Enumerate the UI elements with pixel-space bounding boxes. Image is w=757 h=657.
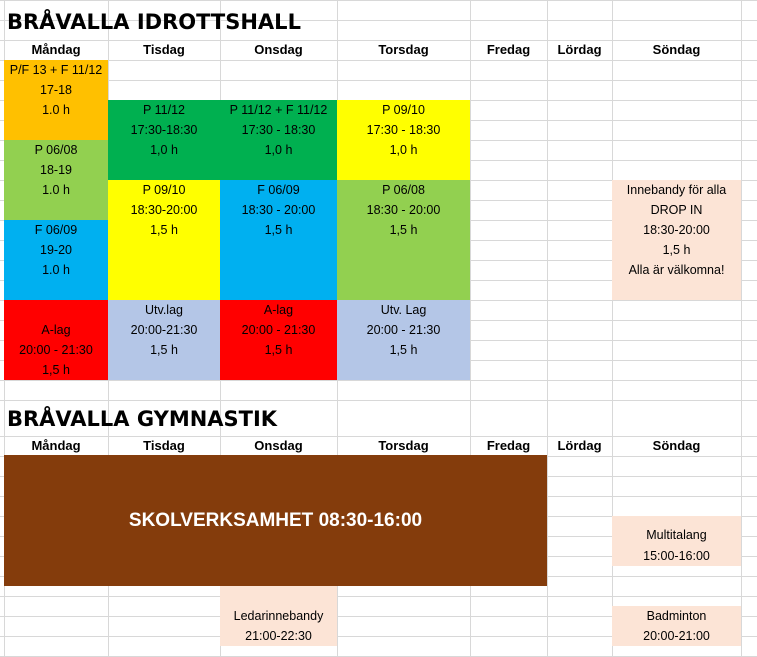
slot-mandag-4[interactable]	[4, 300, 108, 380]
slot-tisdag-2[interactable]	[108, 180, 220, 300]
slot-line: Innebandy för alla	[626, 183, 727, 197]
slot-torsdag-2[interactable]	[337, 180, 470, 300]
slot-line: 1,5 h	[150, 343, 178, 357]
slot-line: F 06/09	[34, 223, 78, 237]
header-onsdag: Onsdag	[254, 438, 303, 453]
header-torsdag: Torsdag	[378, 438, 429, 453]
gridline-horizontal	[0, 596, 757, 597]
slot-line: 17-18	[40, 83, 72, 97]
skolverksamhet-label: SKOLVERKSAMHET 08:30-16:00	[128, 509, 423, 531]
slot-line: 1,5 h	[389, 343, 418, 357]
slot-line: 20:00 - 21:30	[241, 323, 316, 337]
slot-line: 1,5 h	[389, 223, 418, 237]
slot-line: Multitalang	[646, 528, 707, 542]
idrottshall-title: BRÅVALLA IDROTTSHALL	[7, 10, 301, 34]
slot-line: 21:00-22:30	[245, 629, 312, 643]
gridline-vertical	[547, 0, 548, 657]
slot-line: P 11/12	[143, 103, 185, 117]
slot-sondag-1[interactable]	[612, 180, 741, 300]
header-sondag: Söndag	[652, 438, 701, 453]
slot-onsdag-3[interactable]	[220, 300, 337, 380]
slot-multitalang[interactable]	[612, 516, 741, 566]
gridline-horizontal	[0, 380, 757, 381]
slot-ledarinnebandy[interactable]	[220, 586, 337, 646]
slot-line: 17:30 - 18:30	[366, 123, 441, 137]
slot-torsdag-1[interactable]	[337, 100, 470, 180]
slot-mandag-3[interactable]	[4, 220, 108, 300]
gridline-horizontal	[0, 60, 757, 61]
header-lordag: Lördag	[557, 42, 602, 57]
slot-line: 1.0 h	[42, 103, 70, 117]
slot-line: DROP IN	[650, 203, 703, 217]
slot-line: 18:30-20:00	[643, 223, 710, 237]
slot-line: 20:00 - 21:30	[19, 343, 93, 357]
slot-tisdag-3[interactable]	[108, 300, 220, 380]
gridline-horizontal	[0, 0, 757, 1]
slot-line: Utv.lag	[145, 303, 183, 317]
gridline-vertical	[741, 0, 742, 657]
slot-line: 1,5 h	[264, 223, 293, 237]
header-onsdag: Onsdag	[254, 42, 303, 57]
header-fredag: Fredag	[486, 438, 531, 453]
slot-line: P 06/08	[34, 143, 78, 157]
slot-line: P 11/12 + F 11/12	[229, 103, 328, 117]
slot-line: 1,5 h	[42, 363, 70, 377]
slot-mandag-1[interactable]	[4, 60, 108, 140]
header-tisdag: Tisdag	[143, 438, 185, 453]
slot-line: 20:00 - 21:30	[366, 323, 441, 337]
slot-line: 1,0 h	[264, 143, 293, 157]
header-torsdag: Torsdag	[378, 42, 429, 57]
slot-line: 1,5 h	[150, 223, 178, 237]
slot-onsdag-1[interactable]	[220, 100, 337, 180]
slot-line: F 06/09	[257, 183, 300, 197]
slot-line: Utv. Lag	[380, 303, 427, 317]
header-sondag: Söndag	[652, 42, 701, 57]
slot-torsdag-3[interactable]	[337, 300, 470, 380]
slot-line: 17:30-18:30	[130, 123, 198, 137]
header-tisdag: Tisdag	[143, 42, 185, 57]
slot-line: 19-20	[40, 243, 72, 257]
header-fredag: Fredag	[486, 42, 531, 57]
slot-line: A-lag	[263, 303, 294, 317]
gymnastik-title: BRÅVALLA GYMNASTIK	[7, 407, 278, 431]
slot-line: 18:30 - 20:00	[366, 203, 441, 217]
slot-line: 20:00-21:00	[643, 629, 710, 643]
slot-line: 1.0 h	[42, 263, 70, 277]
slot-line: 18:30-20:00	[130, 203, 198, 217]
slot-line: P/F 13 + F 11/12	[9, 63, 103, 77]
slot-line: 18:30 - 20:00	[241, 203, 316, 217]
slot-line: 1,5 h	[662, 243, 691, 257]
header-lordag: Lördag	[557, 438, 602, 453]
slot-line: 15:00-16:00	[643, 549, 710, 563]
slot-line: 1,0 h	[150, 143, 178, 157]
slot-line: P 06/08	[382, 183, 425, 197]
slot-tisdag-1[interactable]	[108, 100, 220, 180]
slot-line: 20:00-21:30	[130, 323, 198, 337]
slot-line: Ledarinnebandy	[233, 609, 324, 623]
slot-mandag-2[interactable]	[4, 140, 108, 220]
slot-line: P 09/10	[142, 183, 186, 197]
header-mandag: Måndag	[31, 42, 81, 57]
slot-line: 1,5 h	[264, 343, 293, 357]
slot-line: Alla är välkomna!	[628, 263, 725, 277]
slot-line: 17:30 - 18:30	[241, 123, 316, 137]
gridline-horizontal	[0, 400, 757, 401]
slot-line: 18-19	[40, 163, 72, 177]
slot-line: 1,0 h	[389, 143, 418, 157]
slot-line: Badminton	[646, 609, 707, 623]
slot-line: A-lag	[41, 323, 71, 337]
slot-line: 1.0 h	[42, 183, 70, 197]
header-mandag: Måndag	[31, 438, 81, 453]
gridline-horizontal	[0, 80, 757, 81]
skolverksamhet-block[interactable]	[4, 455, 547, 586]
slot-badminton[interactable]	[612, 606, 741, 646]
slot-line: P 09/10	[382, 103, 425, 117]
slot-onsdag-2[interactable]	[220, 180, 337, 300]
